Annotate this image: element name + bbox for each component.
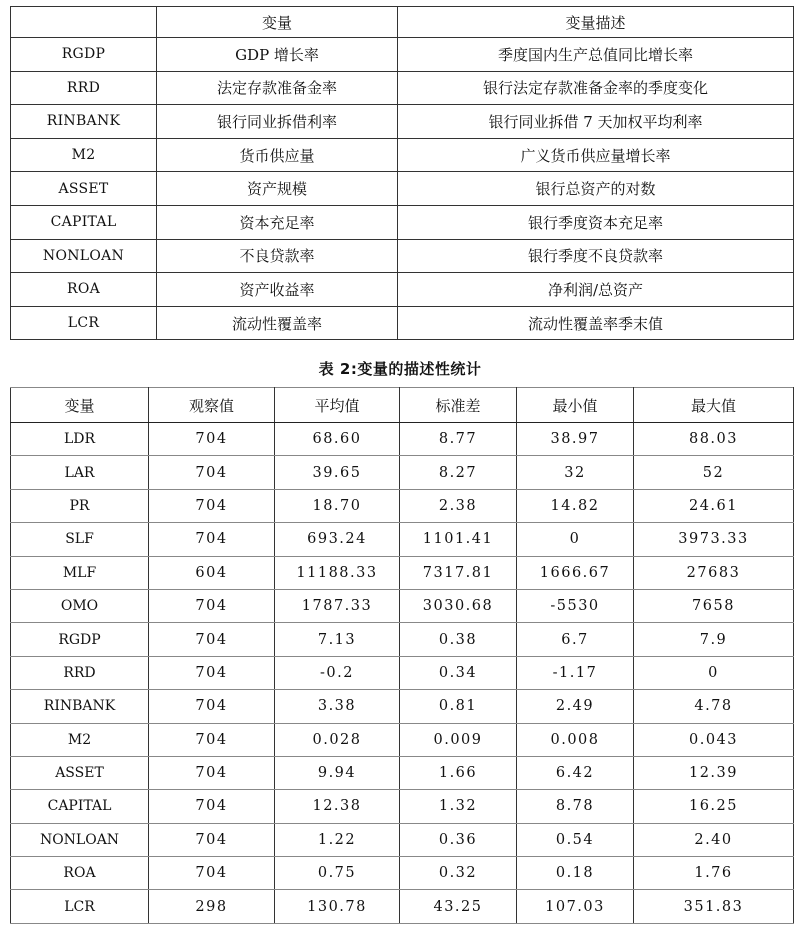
table-row: [11, 456, 794, 489]
variable-description-cell: 银行季度不良贷款率: [398, 239, 794, 273]
min-cell: 107.03: [517, 890, 634, 923]
mean-cell: 12.38: [275, 790, 400, 823]
mean-cell: 18.70: [275, 489, 400, 522]
std-dev-cell: 0.81: [400, 690, 517, 723]
table-caption: 表 2:变量的描述性统计: [318, 360, 482, 378]
max-cell: 4.78: [634, 690, 794, 723]
variable-cell: LDR: [11, 423, 149, 456]
mean-cell: 0.75: [275, 857, 400, 890]
mean-cell: 11188.33: [275, 556, 400, 589]
table-row: [11, 523, 794, 556]
min-cell: 6.7: [517, 623, 634, 656]
mean-cell: 9.94: [275, 756, 400, 789]
max-cell: 351.83: [634, 890, 794, 923]
variable-cell: NONLOAN: [11, 823, 149, 856]
variable-name-cell: 银行同业拆借利率: [157, 105, 398, 139]
variable-code-cell: CAPITAL: [11, 205, 157, 239]
variable-name-cell: GDP 增长率: [157, 38, 398, 72]
observations-cell: 704: [149, 523, 275, 556]
table-header-row: [11, 7, 794, 38]
header-cell: 变量描述: [398, 7, 794, 38]
min-cell: 1666.67: [517, 556, 634, 589]
observations-cell: 704: [149, 423, 275, 456]
std-dev-cell: 0.36: [400, 823, 517, 856]
max-cell: 1.76: [634, 857, 794, 890]
table-header-row: [11, 388, 794, 423]
observations-cell: 704: [149, 456, 275, 489]
variable-name-cell: 资产收益率: [157, 273, 398, 307]
table-row: [11, 105, 794, 139]
mean-cell: 130.78: [275, 890, 400, 923]
table-row: [11, 823, 794, 856]
min-cell: 0.008: [517, 723, 634, 756]
variable-description-cell: 银行季度资本充足率: [398, 205, 794, 239]
std-dev-cell: 1.66: [400, 756, 517, 789]
observations-cell: 704: [149, 756, 275, 789]
header-cell: 最小值: [517, 388, 634, 423]
variable-cell: M2: [11, 723, 149, 756]
header-cell: 最大值: [634, 388, 794, 423]
observations-cell: 704: [149, 823, 275, 856]
table-row: [11, 790, 794, 823]
table-row: [11, 71, 794, 105]
observations-cell: 704: [149, 589, 275, 622]
observations-cell: 604: [149, 556, 275, 589]
variable-cell: RRD: [11, 656, 149, 689]
variable-name-cell: 不良贷款率: [157, 239, 398, 273]
table-row: [11, 589, 794, 622]
std-dev-cell: 0.009: [400, 723, 517, 756]
std-dev-cell: 0.32: [400, 857, 517, 890]
variable-name-cell: 法定存款准备金率: [157, 71, 398, 105]
variable-code-cell: RGDP: [11, 38, 157, 72]
variable-cell: ASSET: [11, 756, 149, 789]
observations-cell: 704: [149, 489, 275, 522]
variable-code-cell: ASSET: [11, 172, 157, 206]
max-cell: 7658: [634, 589, 794, 622]
min-cell: 0.54: [517, 823, 634, 856]
min-cell: 2.49: [517, 690, 634, 723]
descriptive-statistics-table-body: [11, 388, 794, 924]
variable-name-cell: 流动性覆盖率: [157, 306, 398, 340]
variable-cell: MLF: [11, 556, 149, 589]
variable-description-cell: 广义货币供应量增长率: [398, 138, 794, 172]
observations-cell: 704: [149, 723, 275, 756]
table-row: [11, 306, 794, 340]
variable-name-cell: 资产规模: [157, 172, 398, 206]
mean-cell: 68.60: [275, 423, 400, 456]
mean-cell: 3.38: [275, 690, 400, 723]
table-row: [11, 239, 794, 273]
max-cell: 27683: [634, 556, 794, 589]
std-dev-cell: 1.32: [400, 790, 517, 823]
table-row: [11, 623, 794, 656]
std-dev-cell: 8.77: [400, 423, 517, 456]
variable-description-cell: 净利润/总资产: [398, 273, 794, 307]
variable-cell: RGDP: [11, 623, 149, 656]
header-cell: 变量: [157, 7, 398, 38]
header-cell: 观察值: [149, 388, 275, 423]
mean-cell: -0.2: [275, 656, 400, 689]
mean-cell: 1787.33: [275, 589, 400, 622]
max-cell: 0.043: [634, 723, 794, 756]
table-row: [11, 723, 794, 756]
max-cell: 52: [634, 456, 794, 489]
max-cell: 16.25: [634, 790, 794, 823]
table-row: [11, 857, 794, 890]
max-cell: 2.40: [634, 823, 794, 856]
variable-cell: RINBANK: [11, 690, 149, 723]
mean-cell: 0.028: [275, 723, 400, 756]
table-row: [11, 489, 794, 522]
variable-code-cell: RINBANK: [11, 105, 157, 139]
table-row: [11, 656, 794, 689]
table-row: [11, 690, 794, 723]
table-row: [11, 38, 794, 72]
variable-code-cell: NONLOAN: [11, 239, 157, 273]
variable-cell: OMO: [11, 589, 149, 622]
variable-code-cell: RRD: [11, 71, 157, 105]
observations-cell: 704: [149, 690, 275, 723]
variable-description-cell: 银行同业拆借 7 天加权平均利率: [398, 105, 794, 139]
variable-cell: LCR: [11, 890, 149, 923]
mean-cell: 1.22: [275, 823, 400, 856]
header-cell: 平均值: [275, 388, 400, 423]
std-dev-cell: 2.38: [400, 489, 517, 522]
observations-cell: 704: [149, 790, 275, 823]
min-cell: -5530: [517, 589, 634, 622]
observations-cell: 704: [149, 857, 275, 890]
variable-description-cell: 银行总资产的对数: [398, 172, 794, 206]
table-row: [11, 273, 794, 307]
min-cell: 8.78: [517, 790, 634, 823]
max-cell: 3973.33: [634, 523, 794, 556]
variable-cell: SLF: [11, 523, 149, 556]
min-cell: 0: [517, 523, 634, 556]
variable-cell: LAR: [11, 456, 149, 489]
variable-definition-table-body: [11, 7, 794, 340]
variable-cell: PR: [11, 489, 149, 522]
std-dev-cell: 7317.81: [400, 556, 517, 589]
std-dev-cell: 43.25: [400, 890, 517, 923]
mean-cell: 693.24: [275, 523, 400, 556]
std-dev-cell: 8.27: [400, 456, 517, 489]
min-cell: 32: [517, 456, 634, 489]
descriptive-statistics-table: [10, 387, 794, 924]
min-cell: 14.82: [517, 489, 634, 522]
std-dev-cell: 0.38: [400, 623, 517, 656]
variable-cell: CAPITAL: [11, 790, 149, 823]
observations-cell: 704: [149, 656, 275, 689]
max-cell: 88.03: [634, 423, 794, 456]
min-cell: -1.17: [517, 656, 634, 689]
table-row: [11, 556, 794, 589]
variable-name-cell: 资本充足率: [157, 205, 398, 239]
variable-name-cell: 货币供应量: [157, 138, 398, 172]
observations-cell: 704: [149, 623, 275, 656]
header-cell: [11, 7, 157, 38]
table-row: [11, 138, 794, 172]
variable-description-cell: 流动性覆盖率季末值: [398, 306, 794, 340]
variable-cell: ROA: [11, 857, 149, 890]
header-cell: 标准差: [400, 388, 517, 423]
table-row: [11, 756, 794, 789]
max-cell: 0: [634, 656, 794, 689]
max-cell: 12.39: [634, 756, 794, 789]
table-row: [11, 423, 794, 456]
table-row: [11, 172, 794, 206]
variable-definition-table: [10, 6, 794, 340]
variable-code-cell: LCR: [11, 306, 157, 340]
std-dev-cell: 3030.68: [400, 589, 517, 622]
min-cell: 38.97: [517, 423, 634, 456]
variable-description-cell: 季度国内生产总值同比增长率: [398, 38, 794, 72]
variable-code-cell: ROA: [11, 273, 157, 307]
table-row: [11, 205, 794, 239]
max-cell: 7.9: [634, 623, 794, 656]
mean-cell: 39.65: [275, 456, 400, 489]
min-cell: 0.18: [517, 857, 634, 890]
observations-cell: 298: [149, 890, 275, 923]
max-cell: 24.61: [634, 489, 794, 522]
min-cell: 6.42: [517, 756, 634, 789]
table-row: [11, 890, 794, 923]
std-dev-cell: 1101.41: [400, 523, 517, 556]
mean-cell: 7.13: [275, 623, 400, 656]
header-cell: 变量: [11, 388, 149, 423]
std-dev-cell: 0.34: [400, 656, 517, 689]
variable-code-cell: M2: [11, 138, 157, 172]
variable-description-cell: 银行法定存款准备金率的季度变化: [398, 71, 794, 105]
